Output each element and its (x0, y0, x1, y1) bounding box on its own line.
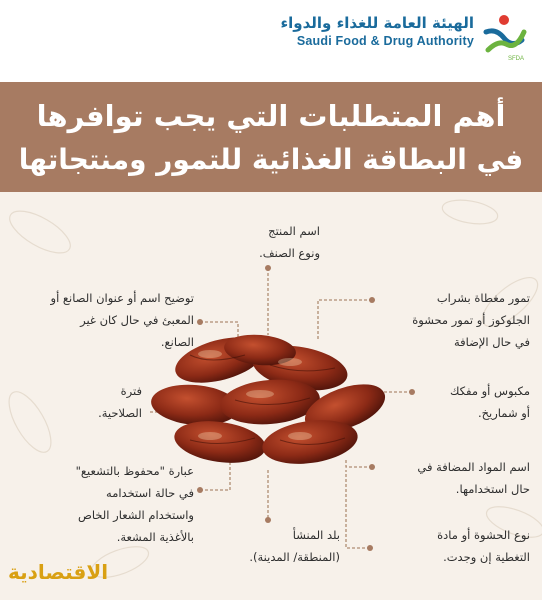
label-additives (378, 456, 530, 500)
filling-line-1: نوع الحشوة أو مادة (437, 528, 530, 542)
filling-line-2: التغطية إن وجدت. (443, 550, 530, 564)
sfda-logo-text (280, 14, 474, 50)
syrup-line-1: تمور مغطاة بشراب (436, 291, 530, 305)
sfda-logo-icon (478, 10, 530, 62)
manufacturer-line-2: المعبئ في حال كان غير (80, 313, 194, 327)
additives-line-2: حال استخدامها. (455, 482, 530, 496)
expiry-line-1: فترة (120, 384, 142, 398)
label-filling (378, 524, 530, 568)
label-pressed (418, 380, 530, 424)
additives-line-1: اسم المواد المضافة في (417, 460, 530, 474)
irradiation-line-2: في حالة استخدامه (106, 486, 194, 500)
origin-line-1: بلد المنشأ (292, 528, 340, 542)
pressed-line-1: مكبوس أو مفكك (449, 384, 530, 398)
manufacturer-line-3: الصانع. (160, 335, 194, 349)
pressed-line-2: أو شماريخ. (477, 406, 530, 420)
label-manufacturer (12, 287, 194, 353)
header (0, 0, 542, 82)
brand-label: الاقتصادية (8, 560, 109, 584)
product-name-line-2: ونوع الصنف. (259, 246, 320, 260)
irradiation-line-4: بالأغذية المشعة. (116, 530, 194, 544)
label-syrup (378, 287, 530, 353)
label-product-name (200, 220, 320, 264)
product-name-line-1: اسم المنتج (268, 224, 320, 238)
syrup-line-3: في حال الإضافة (453, 335, 530, 349)
logo-english-name: Saudi Food & Drug Authority (296, 34, 474, 48)
label-expiry (60, 380, 142, 424)
manufacturer-line-1: توضيح اسم أو عنوان الصانع أو (50, 291, 194, 305)
irradiation-line-1: عبارة "محفوظ بالتشعيع" (75, 464, 194, 478)
logo-arabic-name: الهيئة العامة للغذاء والدواء (280, 14, 474, 32)
origin-line-2: (المنطقة/ المدينة). (249, 550, 340, 564)
expiry-line-2: الصلاحية. (98, 406, 142, 420)
label-origin (210, 524, 340, 568)
title-line-1: أهم المتطلبات التي يجب توافرها (36, 99, 506, 133)
syrup-line-2: الجلوكوز أو تمور محشوة (412, 313, 530, 327)
label-irradiation (32, 460, 194, 548)
irradiation-line-3: واستخدام الشعار الخاص (77, 508, 194, 522)
title-banner (0, 82, 542, 192)
logo-small-text: SFDA (508, 56, 525, 62)
title-line-2: في البطاقة الغذائية للتمور ومنتجاتها (18, 143, 524, 176)
